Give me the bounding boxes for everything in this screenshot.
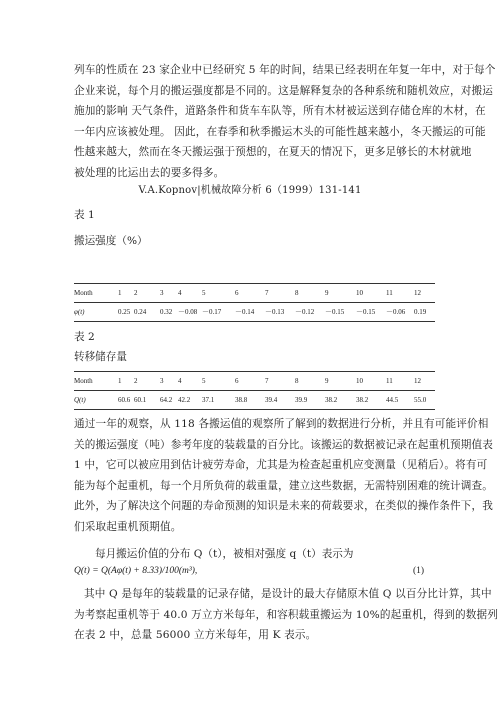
table2-label: 表 2 xyxy=(74,331,95,343)
header-cell: 7 xyxy=(265,372,295,391)
row-label: φ(t) xyxy=(74,303,118,322)
value-cell: 44.5 xyxy=(386,391,414,410)
header-cell: 2 xyxy=(134,284,160,303)
header-cell: 8 xyxy=(295,284,325,303)
closing-paragraph xyxy=(74,584,499,646)
text-line: 能为每个起重机，每一个月所负荷的载重量，建立这些数据，无需特别困难的统计调查。 xyxy=(74,479,494,492)
value-cell: 55.0 xyxy=(414,391,435,410)
text-line: 通过一年的观察，从 118 各搬运值的观察所了解到的数据进行分析，并且有可能评价相 xyxy=(74,418,489,430)
table1-caption: 搬运强度（%） xyxy=(74,235,148,247)
header-cell: 6 xyxy=(235,284,265,303)
value-cell: －0.15 xyxy=(356,303,386,322)
formula-intro: 每月搬运价值的分布 Q（t），被相对强度 q（t）表示为 xyxy=(95,548,354,560)
text-line: 企业来说，每个月的搬运强度都是不同的。这是解释复杂的各种系统和随机效应，对搬运 xyxy=(74,84,494,97)
header-cell: 8 xyxy=(295,372,325,391)
header-cell: 5 xyxy=(202,284,235,303)
text-line: 在表 2 中，总量 56000 立方米每年，用 K 表示。 xyxy=(74,629,317,641)
value-cell: －0.14 xyxy=(235,303,265,322)
header-cell: 10 xyxy=(356,372,386,391)
value-cell: 60.6 xyxy=(118,391,134,410)
value-cell: 64.2 xyxy=(160,391,178,410)
method-paragraph xyxy=(74,414,494,537)
text-line: 一年内应该被处理。 因此，在春季和秋季搬运木头的可能性越来越小，冬天搬运的可能 xyxy=(74,125,486,138)
table1-label: 表 1 xyxy=(74,209,95,221)
header-cell: 4 xyxy=(178,372,202,391)
header-cell: 12 xyxy=(414,372,435,391)
value-cell: －0.13 xyxy=(265,303,295,322)
formula-expression: Q(t) = Q(Aφ(t) + 8.33)/100(m³), xyxy=(74,566,198,576)
header-cell: 1 xyxy=(118,284,134,303)
value-cell: 37.1 xyxy=(202,391,235,410)
table1-header-row xyxy=(74,284,435,303)
value-cell: －0.17 xyxy=(202,303,235,322)
table1-value-row xyxy=(74,303,435,322)
value-cell: －0.12 xyxy=(295,303,325,322)
header-cell: 9 xyxy=(325,284,356,303)
value-cell: 0.32 xyxy=(160,303,178,322)
citation-header: V.A.Kopnov|机械故障分析 6（1999）131-141 xyxy=(138,185,362,196)
header-cell: 3 xyxy=(160,284,178,303)
header-cell: 1 xyxy=(118,372,134,391)
text-line: 1 中，它可以被应用到估计疲劳寿命，尤其是为检查起重机应变测量（见稍后）。将有可 xyxy=(74,459,488,471)
value-cell: 38.2 xyxy=(325,391,356,410)
text-line: 关的搬运强度（吨）参考年度的装载量的百分比。该搬运的数据被记录在起重机预期值表 xyxy=(74,438,494,451)
header-cell: 5 xyxy=(202,372,235,391)
value-cell: 60.1 xyxy=(134,391,160,410)
header-cell: 4 xyxy=(178,284,202,303)
value-cell: 38.8 xyxy=(235,391,265,410)
row-label: Q(t) xyxy=(74,391,118,410)
value-cell: －0.08 xyxy=(178,303,202,322)
header-cell: 6 xyxy=(235,372,265,391)
header-cell: Month xyxy=(74,372,118,391)
value-cell: 0.24 xyxy=(134,303,160,322)
text-line: 此外，为了解决这个问题的寿命预测的知识是未来的荷载要求，在类似的操作条件下，我 xyxy=(74,500,494,512)
value-cell: 42.2 xyxy=(178,391,202,410)
header-cell: 7 xyxy=(265,284,295,303)
value-cell: －0.06 xyxy=(386,303,414,322)
header-cell: 2 xyxy=(134,372,160,391)
text-line: 性越来越大，然而在冬天搬运强于预想的，在夏天的情况下，更多足够长的木材就地 xyxy=(74,146,472,158)
header-cell: 11 xyxy=(386,284,414,303)
text-line: 们采取起重机预期值。 xyxy=(74,520,182,533)
value-cell: 0.25 xyxy=(118,303,134,322)
value-cell: －0.15 xyxy=(325,303,356,322)
text-line: 施加的影响 天气条件，道路条件和货车车队等，所有木材被运送到存储仓库的木材，在 xyxy=(74,105,486,117)
formula xyxy=(74,566,197,576)
table2-caption: 转移储存量 xyxy=(74,351,127,363)
value-cell: 39.9 xyxy=(295,391,325,410)
value-cell: 38.2 xyxy=(356,391,386,410)
header-cell: 10 xyxy=(356,284,386,303)
header-cell: 12 xyxy=(414,284,435,303)
table2 xyxy=(74,371,435,410)
text-line: 其中 Q 是每年的装载量的记录存储，是设计的最大存储原木值 Q 以百分比计算，其中 xyxy=(84,588,492,600)
text-line: 列车的性质在 23 家企业中已经研究 5 年的时间，结果已经表明在年复一年中，对于每个 xyxy=(74,64,496,76)
value-cell: 0.19 xyxy=(414,303,435,322)
header-cell: Month xyxy=(74,284,118,303)
header-cell: 3 xyxy=(160,372,178,391)
table1 xyxy=(74,283,435,322)
equation-number: (1) xyxy=(413,566,425,576)
value-cell: 39.4 xyxy=(265,391,295,410)
intro-paragraph xyxy=(74,60,496,183)
header-cell: 9 xyxy=(325,372,356,391)
table2-value-row xyxy=(74,391,435,410)
text-line: 为考察起重机等于 40.0 万立方米每年，和容积载重搬运为 10%的起重机，得到的数据列 xyxy=(74,608,499,621)
header-cell: 11 xyxy=(386,372,414,391)
text-line: 被处理的比运出去的要多得多。 xyxy=(74,166,225,179)
table2-header-row xyxy=(74,372,435,391)
